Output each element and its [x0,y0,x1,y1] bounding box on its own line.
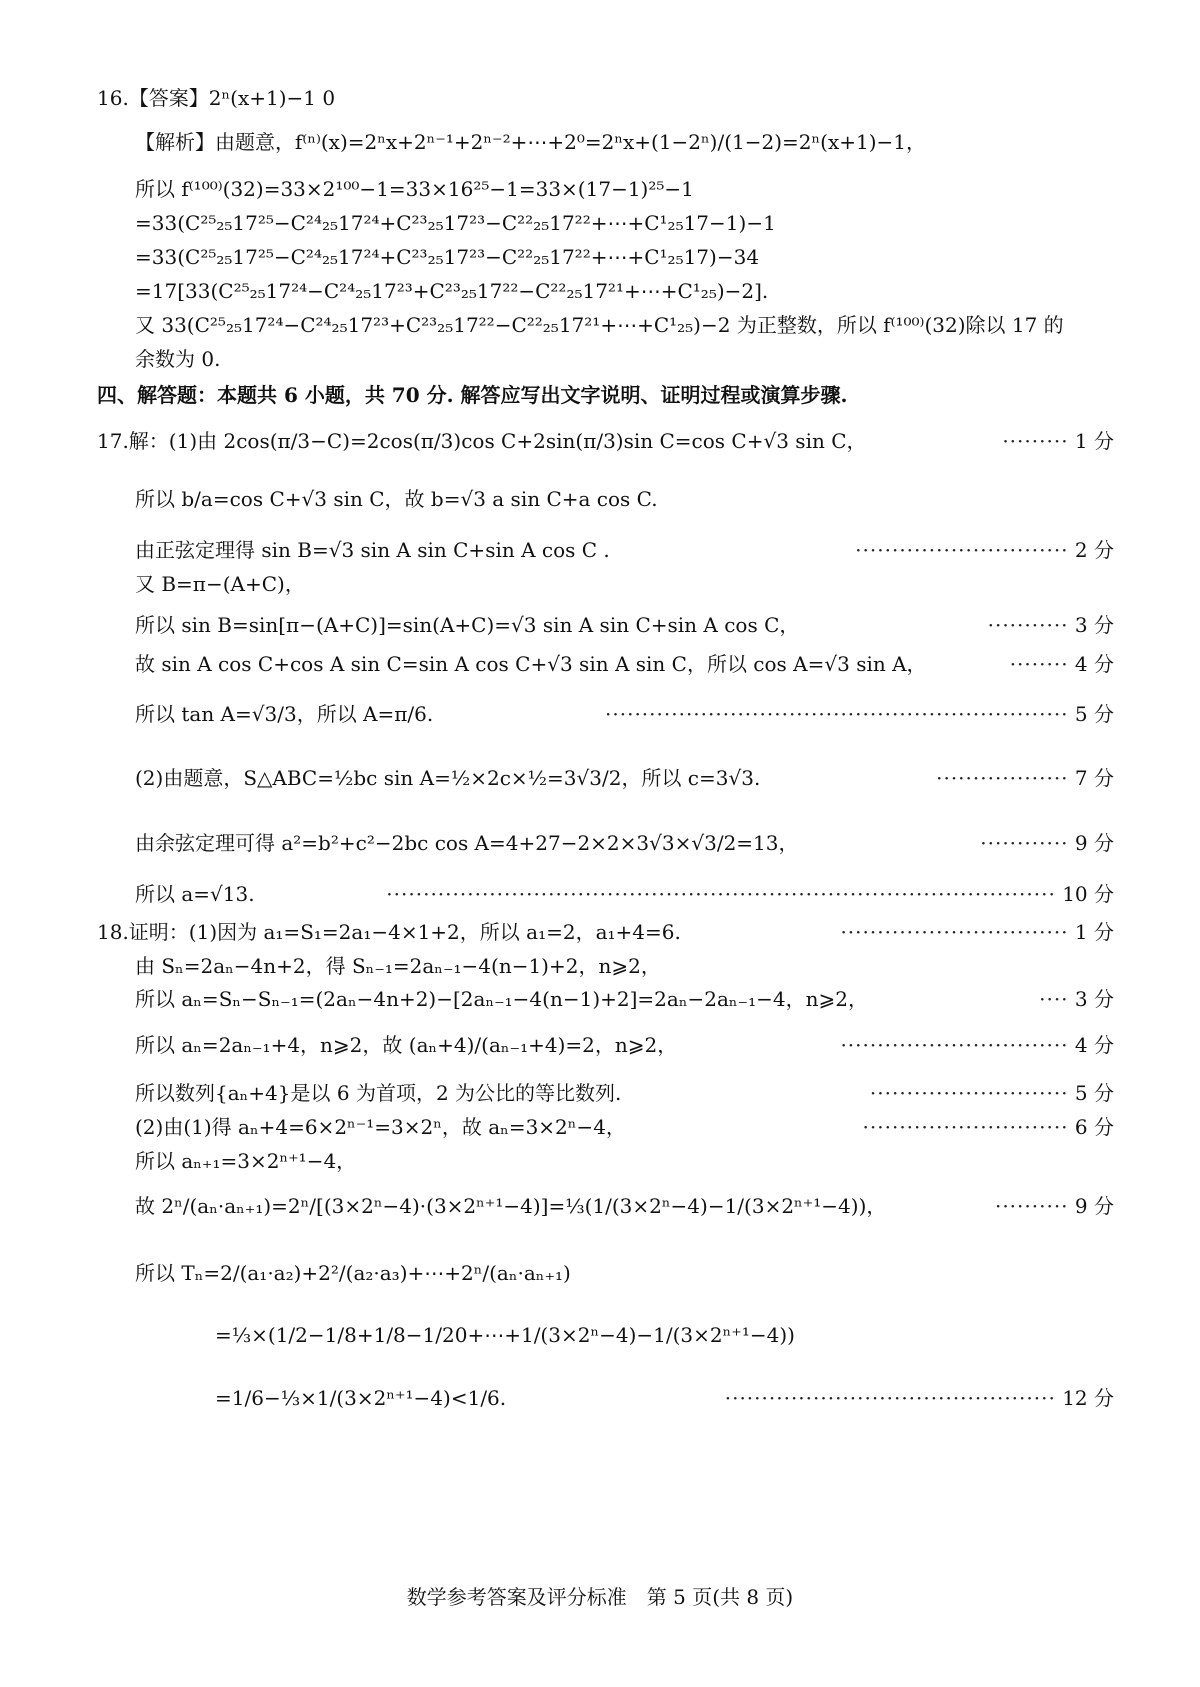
q16-answer: 16.【答案】2ⁿ(x+1)−1 0 [97,86,336,110]
q17-score-5: ··········· 3 分 [987,613,1114,637]
q18-line-11: =1/6−⅓×1/(3×2ⁿ⁺¹−4)<1/6. [215,1386,507,1410]
q16-analysis: 【解析】由题意，f⁽ⁿ⁾(x)=2ⁿx+2ⁿ⁻¹+2ⁿ⁻²+⋯+2⁰=2ⁿx+(1−2ⁿ)/(1−2)=2ⁿ(x+1)−1， [135,130,927,154]
q17-score-8: ·················· 7 分 [936,766,1114,790]
q18-line-4: 所以 aₙ=2aₙ₋₁+4，n⩾2，故 (aₙ+4)/(aₙ₋₁+4)=2，n⩾2， [135,1033,678,1057]
q17-score-7: ······························································· 5 分 [605,702,1114,726]
q17-line-10: 所以 a=√13. [135,882,255,906]
q18-score-5: ··························· 5 分 [869,1081,1114,1105]
q18-line-3: 所以 aₙ=Sₙ−Sₙ₋₁=(2aₙ−4n+2)−[2aₙ₋₁−4(n−1)+2]=2aₙ−2aₙ₋₁−4，n⩾2， [135,987,868,1011]
q18-score-8: ·········· 9 分 [994,1194,1114,1218]
q18-score-3: ···· 3 分 [1039,987,1114,1011]
q18-score-6: ···························· 6 分 [862,1115,1114,1139]
section-heading: 四、解答题：本题共 6 小题，共 70 分. 解答应写出文字说明、证明过程或演算步骤. [97,383,848,407]
q17-line-8: (2)由题意，S△ABC=½bc sin A=½×2c×½=3√3/2，所以 c=3√3. [135,766,761,790]
q17-score-9: ············ 9 分 [980,831,1114,855]
q17-score-3: ····························· 2 分 [855,538,1114,562]
q18-line-9: 所以 Tₙ=2/(a₁·a₂)+2²/(a₂·a₃)+⋯+2ⁿ/(aₙ·aₙ₊₁) [135,1261,571,1285]
q17-line-5: 所以 sin B=sin[π−(A+C)]=sin(A+C)=√3 sin A sin C+sin A cos C， [135,613,800,637]
q17-line-4: 又 B=π−(A+C)， [135,572,305,596]
q16-line-1: 所以 f⁽¹⁰⁰⁾(32)=33×2¹⁰⁰−1=33×16²⁵−1=33×(17−1)²⁵−1 [135,177,694,201]
q18-line-6: (2)由(1)得 aₙ+4=6×2ⁿ⁻¹=3×2ⁿ，故 aₙ=3×2ⁿ−4， [135,1115,626,1139]
q17-line-9: 由余弦定理可得 a²=b²+c²−2bc cos A=4+27−2×2×3√3×√3/2=13， [135,831,799,855]
q18-line-2: 由 Sₙ=2aₙ−4n+2，得 Sₙ₋₁=2aₙ₋₁−4(n−1)+2，n⩾2， [135,954,661,978]
q17-line-6: 故 sin A cos C+cos A sin C=sin A cos C+√3 sin A sin C，所以 cos A=√3 sin A， [135,652,927,676]
q18-score-4: ······························· 4 分 [840,1033,1114,1057]
q17-line-1: 17.解：(1)由 2cos(π/3−C)=2cos(π/3)cos C+2sin(π/3)sin C=cos C+√3 sin C， [97,429,867,453]
q16-line-6: 余数为 0. [135,347,221,371]
q17-score-1: ········· 1 分 [1002,429,1114,453]
page-footer: 数学参考答案及评分标准 第 5 页(共 8 页) [406,1585,794,1609]
q17-score-6: ········ 4 分 [1009,652,1114,676]
q18-score-1: ······························· 1 分 [840,920,1114,944]
q18-line-1: 18.证明：(1)因为 a₁=S₁=2a₁−4×1+2，所以 a₁=2，a₁+4=6. [97,920,681,944]
q16-line-5: 又 33(C²⁵₂₅17²⁴−C²⁴₂₅17²³+C²³₂₅17²²−C²²₂₅17²¹+⋯+C¹₂₅)−2 为正整数，所以 f⁽¹⁰⁰⁾(32)除以 17 的 [135,313,1064,337]
q18-line-8: 故 2ⁿ/(aₙ·aₙ₊₁)=2ⁿ/[(3×2ⁿ−4)·(3×2ⁿ⁺¹−4)]=⅓(1/(3×2ⁿ−4)−1/(3×2ⁿ⁺¹−4))， [135,1194,887,1218]
q16-line-4: =17[33(C²⁵₂₅17²⁴−C²⁴₂₅17²³+C²³₂₅17²²−C²²₂₅17²¹+⋯+C¹₂₅)−2]. [135,279,769,303]
q18-line-5: 所以数列{aₙ+4}是以 6 为首项，2 为公比的等比数列. [135,1081,622,1105]
q18-line-10: =⅓×(1/2−1/8+1/8−1/20+⋯+1/(3×2ⁿ−4)−1/(3×2ⁿ⁺¹−4)) [215,1323,795,1347]
q18-line-7: 所以 aₙ₊₁=3×2ⁿ⁺¹−4， [135,1149,357,1173]
q18-score-11: ············································· 12 分 [724,1386,1114,1410]
q16-line-2: =33(C²⁵₂₅17²⁵−C²⁴₂₅17²⁴+C²³₂₅17²³−C²²₂₅17²²+⋯+C¹₂₅17−1)−1 [135,211,776,235]
q16-line-3: =33(C²⁵₂₅17²⁵−C²⁴₂₅17²⁴+C²³₂₅17²³−C²²₂₅17²²+⋯+C¹₂₅17)−34 [135,245,760,269]
q17-line-7: 所以 tan A=√3/3，所以 A=π/6. [135,702,434,726]
q17-line-2: 所以 b/a=cos C+√3 sin C，故 b=√3 a sin C+a cos C. [135,487,658,511]
q17-score-10: ··························································································· 10 分 [386,882,1114,906]
q17-line-3: 由正弦定理得 sin B=√3 sin A sin C+sin A cos C . [135,538,610,562]
